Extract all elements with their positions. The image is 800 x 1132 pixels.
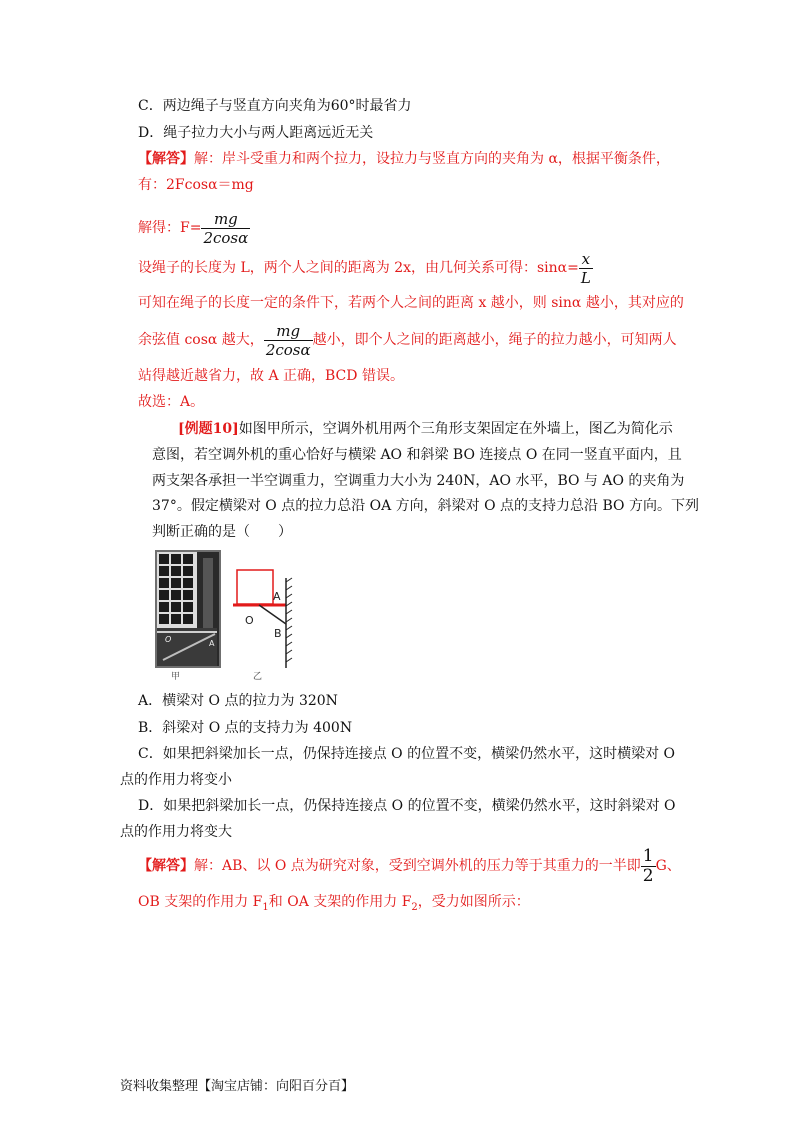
answer-line-5: 可知在绳子的长度一定的条件下，若两个人之间的距离 x 越小，则 sinα 越小，其对应的 <box>138 295 684 311</box>
label-b: B <box>274 627 282 640</box>
label-jia: 甲 <box>171 672 181 680</box>
answer-line-1 <box>138 149 670 169</box>
question-10-line-4: 37°。假定横梁对 O 点的拉力总沿 OA 方向，斜梁对 O 点的支持力总沿 BO 方向。下列 <box>152 498 699 514</box>
label-yi: 乙 <box>253 672 263 680</box>
question-10-line-1: [例题10]如图甲所示，空调外机用两个三角形支架固定在外墙上，图乙为简化示 <box>178 421 673 437</box>
answer-line-2: 有：2Fcosα＝mg <box>138 177 254 193</box>
question-tag: [例题10] <box>178 421 239 437</box>
answer2-line-1: 【解答】解：AB、以 O 点为研究对象，受到空调外机的压力等于其重力的一半即 $\frac{1}{2}$ G、 <box>138 845 681 886</box>
answer-line-6: 余弦值 cosα 越大， $\frac{mg}{2\cos\alpha}$ 越小，即个人之间的距离越小，绳子的拉力越小，可知两人 <box>138 321 677 359</box>
option-c-line-1: C．如果把斜梁加长一点，仍保持连接点 O 的位置不变，横梁仍然水平，这时横梁对 O <box>138 746 676 762</box>
answer2-tag: 【解答】 <box>138 858 194 874</box>
option-b: B．斜梁对 O 点的支持力为 400N <box>138 720 353 736</box>
answer-text-4: 设绳子的长度为 L，两个人之间的距离为 2x，由几何关系可得：sinα= <box>138 260 579 276</box>
fraction-mg-2cos: $\frac{mg}{2\cos\alpha}$ <box>203 209 249 247</box>
option-c-line-2: 点的作用力将变小 <box>120 772 232 788</box>
fraction-one-half: $\frac{1}{2}$ <box>642 845 654 886</box>
option-c-prev: C．两边绳子与竖直方向夹角为60°时最省力 <box>138 98 412 114</box>
answer-text-1: 解：岸斗受重力和两个拉力，设拉力与竖直方向的夹角为 α，根据平衡条件， <box>194 151 670 167</box>
option-d-line-1: D．如果把斜梁加长一点，仍保持连接点 O 的位置不变，横梁仍然水平，这时斜梁对 O <box>138 798 676 814</box>
answer-line-7: 站得越近越省力，故 A 正确，BCD 错误。 <box>138 368 404 384</box>
figure-svg <box>153 548 303 680</box>
answer-line-3 <box>138 208 250 248</box>
answer-text-3: 解得：F= <box>138 220 202 236</box>
question-10-line-3: 两支架各承担一半空调重力，空调重力大小为 240N，AO 水平，BO 与 AO 的夹角为 <box>152 473 685 489</box>
answer-line-8: 故选：A。 <box>138 394 205 410</box>
answer-tag: 【解答】 <box>138 151 194 167</box>
fraction-mg-2cos-2: $\frac{mg}{2\cos\alpha}$ <box>265 321 311 359</box>
photo-jia <box>155 550 221 668</box>
option-d-prev: D．绳子拉力大小与两人距离远近无关 <box>138 125 374 141</box>
label-o: O <box>245 614 254 627</box>
photo-label-a: A <box>209 639 215 648</box>
diagram-yi <box>233 570 292 668</box>
page-footer: 资料收集整理【淘宝店铺：向阳百分百】 <box>120 1079 355 1094</box>
photo-label-o: O <box>165 635 172 644</box>
question-10-line-2: 意图，若空调外机的重心恰好与横梁 AO 和斜梁 BO 连接点 O 在同一竖直平面内，且 <box>152 447 682 463</box>
fraction-x-l: $\frac{x}{L}$ <box>580 249 591 287</box>
answer-line-4 <box>138 248 593 288</box>
label-a: A <box>273 590 281 603</box>
option-d-line-2: 点的作用力将变大 <box>120 824 232 840</box>
option-a: A．横梁对 O 点的拉力为 320N <box>138 693 338 709</box>
question-10-line-5: 判断正确的是（ ） <box>152 524 292 540</box>
answer2-line-2: OB 支架的作用力 $F_1$和 OA 支架的作用力 $F_2$，受力如图所示： <box>138 894 530 913</box>
question-figure <box>153 548 303 684</box>
